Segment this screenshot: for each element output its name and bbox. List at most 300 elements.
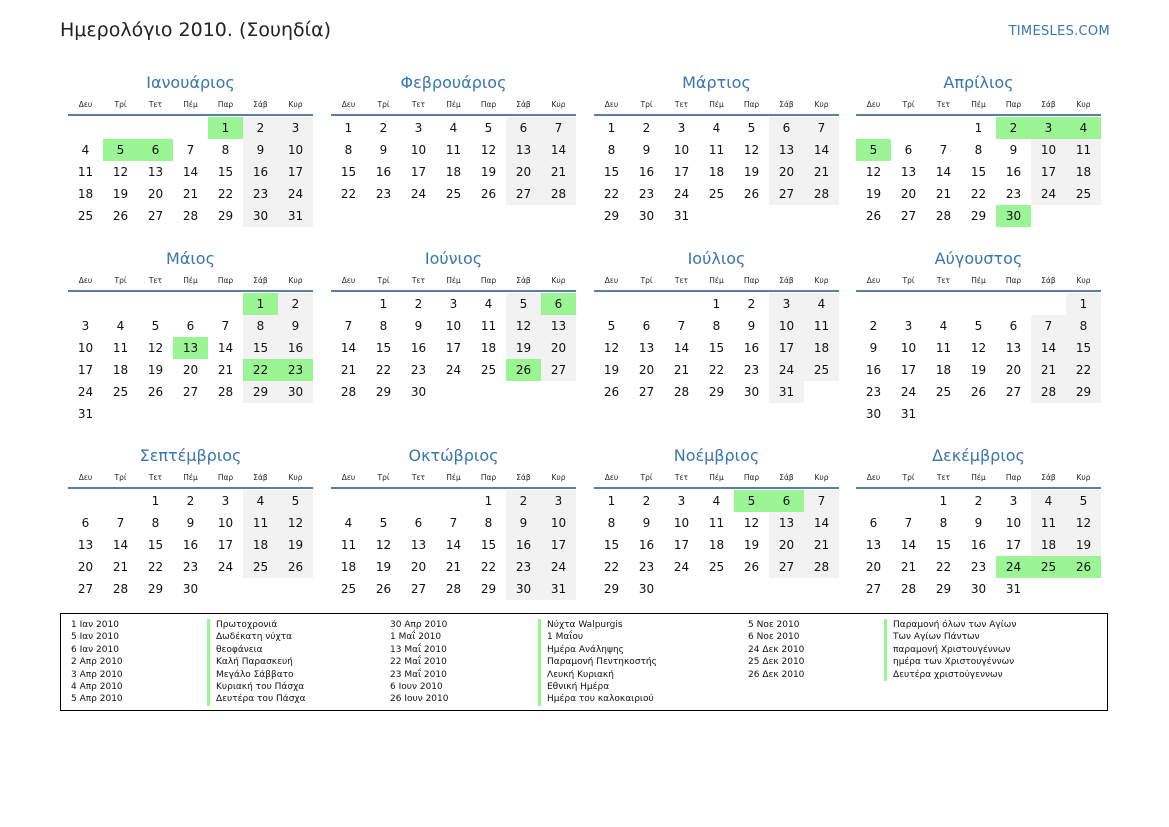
day-cell: 31 xyxy=(77,407,94,421)
day-cell: 12 xyxy=(603,341,620,355)
day-cell: 14 xyxy=(217,341,234,355)
day-cell: 9 xyxy=(278,315,313,337)
day-grid xyxy=(594,292,839,403)
day-cell: 20 xyxy=(77,560,94,574)
day-cell: 6 xyxy=(869,516,878,530)
holiday-date: 4 Απρ 2010 xyxy=(71,682,123,693)
weekday-label: Πέμ xyxy=(971,473,986,482)
day-cell: 27 xyxy=(900,209,917,223)
day-cell: 8 xyxy=(151,516,160,530)
day-cell: 22 xyxy=(603,187,620,201)
day-cell: 3 xyxy=(769,293,804,315)
day-cell: 31 xyxy=(278,205,313,227)
day-cell: 8 xyxy=(1066,315,1101,337)
holiday-date: 6 Ιουν 2010 xyxy=(390,682,443,693)
day-cell: 26 xyxy=(743,187,760,201)
day-cell: 29 xyxy=(243,381,278,403)
empty-cell xyxy=(664,293,699,315)
weekday-label: Τρί xyxy=(902,276,915,285)
day-cell: 26 xyxy=(480,187,497,201)
month-name: Νοέμβριος xyxy=(673,446,760,465)
day-cell: 28 xyxy=(804,183,839,205)
day-cell: 26 xyxy=(865,209,882,223)
day-cell: 17 xyxy=(410,165,427,179)
day-cell: 1 xyxy=(607,121,616,135)
holiday-date: 1 Ιαν 2010 xyxy=(71,620,119,630)
weekday-header xyxy=(594,274,839,292)
day-cell: 18 xyxy=(445,165,462,179)
day-cell: 24 xyxy=(673,187,690,201)
day-grid xyxy=(594,489,839,600)
day-cell: 5 xyxy=(747,121,756,135)
day-cell: 3 xyxy=(677,121,686,135)
day-cell: 10 xyxy=(541,512,576,534)
day-cell: 27 xyxy=(1005,385,1022,399)
empty-cell xyxy=(856,490,891,512)
day-cell: 24 xyxy=(900,385,917,399)
empty-cell xyxy=(138,293,173,315)
month-11 xyxy=(594,445,839,600)
empty-cell xyxy=(173,293,208,315)
day-cell: 18 xyxy=(480,341,497,355)
weekday-label: Τετ xyxy=(936,473,951,482)
weekday-label: Τρί xyxy=(114,276,127,285)
empty-cell xyxy=(331,293,366,315)
day-cell: 15 xyxy=(935,538,952,552)
day-cell: 10 xyxy=(1005,516,1022,530)
day-cell: 15 xyxy=(480,538,497,552)
month-8 xyxy=(856,248,1101,425)
day-cell: 2 xyxy=(974,494,983,508)
day-cell: 21 xyxy=(1031,359,1066,381)
day-cell: 15 xyxy=(147,538,164,552)
weekday-label: Τετ xyxy=(936,100,951,109)
weekday-label: Τρί xyxy=(377,276,390,285)
day-cell: 5 xyxy=(484,121,493,135)
day-cell: 1 xyxy=(974,121,983,135)
empty-cell xyxy=(366,490,401,512)
holiday-date: 30 Απρ 2010 xyxy=(390,620,448,630)
month-7 xyxy=(594,248,839,403)
day-cell: 23 xyxy=(638,187,655,201)
day-cell: 28 xyxy=(673,385,690,399)
day-cell: 26 xyxy=(375,582,392,596)
day-cell: 20 xyxy=(147,187,164,201)
day-cell: 21 xyxy=(935,187,952,201)
day-cell: 25 xyxy=(243,556,278,578)
day-cell: 22 xyxy=(970,187,987,201)
day-cell: 8 xyxy=(344,143,353,157)
month-name: Μάιος xyxy=(166,249,215,268)
day-cell: 16 xyxy=(638,165,655,179)
day-cell: 24 xyxy=(217,560,234,574)
holiday-dates-column-2 xyxy=(390,619,448,706)
day-cell: 26 xyxy=(743,560,760,574)
day-cell: 16 xyxy=(243,161,278,183)
day-cell: 9 xyxy=(414,319,423,333)
weekday-header xyxy=(68,471,313,489)
day-cell: 12 xyxy=(743,143,760,157)
day-grid xyxy=(68,116,313,227)
day-cell: 15 xyxy=(375,341,392,355)
holiday-day-cell: 6 xyxy=(138,139,173,161)
weekday-label: Σάβ xyxy=(779,100,794,109)
day-cell: 13 xyxy=(769,139,804,161)
weekday-label: Κυρ xyxy=(551,100,566,109)
day-cell: 13 xyxy=(410,538,427,552)
day-cell: 18 xyxy=(1031,534,1066,556)
day-cell: 4 xyxy=(449,121,458,135)
weekday-label: Σάβ xyxy=(1041,276,1056,285)
weekday-label: Σάβ xyxy=(253,276,268,285)
day-cell: 12 xyxy=(865,165,882,179)
holiday-date: 6 Ιαν 2010 xyxy=(71,644,119,655)
day-cell: 6 xyxy=(414,516,423,530)
month-name: Ιανουάριος xyxy=(146,73,235,92)
holiday-day-cell: 25 xyxy=(1031,556,1066,578)
holiday-name: Νύχτα Walpurgis xyxy=(547,620,623,630)
page-title: Ημερολόγιο 2010. (Σουηδία) xyxy=(60,19,332,41)
day-cell: 28 xyxy=(1031,381,1066,403)
day-cell: 28 xyxy=(182,209,199,223)
day-cell: 18 xyxy=(935,363,952,377)
day-cell: 15 xyxy=(970,165,987,179)
empty-cell xyxy=(996,293,1031,315)
weekday-label: Δευ xyxy=(341,473,356,482)
holiday-date: 23 Μαΐ 2010 xyxy=(390,669,447,680)
day-cell: 18 xyxy=(77,187,94,201)
day-cell: 4 xyxy=(484,297,493,311)
holiday-day-cell: 5 xyxy=(856,139,891,161)
day-cell: 16 xyxy=(278,337,313,359)
day-cell: 1 xyxy=(484,494,493,508)
empty-cell xyxy=(891,293,926,315)
holiday-day-cell: 6 xyxy=(769,490,804,512)
day-cell: 14 xyxy=(541,139,576,161)
day-cell: 27 xyxy=(182,385,199,399)
day-cell: 13 xyxy=(1005,341,1022,355)
weekday-label: Πέμ xyxy=(971,276,986,285)
weekday-header xyxy=(594,98,839,116)
month-1 xyxy=(68,72,313,227)
weekday-label: Σάβ xyxy=(516,100,531,109)
day-cell: 3 xyxy=(449,297,458,311)
day-cell: 17 xyxy=(1005,538,1022,552)
day-cell: 3 xyxy=(81,319,90,333)
month-12 xyxy=(856,445,1101,600)
day-cell: 1 xyxy=(151,494,160,508)
weekday-label: Κυρ xyxy=(814,473,829,482)
day-cell: 7 xyxy=(677,319,686,333)
day-cell: 12 xyxy=(112,165,129,179)
day-cell: 29 xyxy=(375,385,392,399)
empty-cell xyxy=(173,117,208,139)
weekday-label: Τρί xyxy=(114,473,127,482)
day-cell: 23 xyxy=(970,560,987,574)
month-6 xyxy=(331,248,576,403)
day-cell: 1 xyxy=(1066,293,1101,315)
day-cell: 9 xyxy=(869,341,878,355)
holiday-day-cell: 3 xyxy=(1031,117,1066,139)
weekday-label: Δευ xyxy=(604,473,619,482)
month-3 xyxy=(594,72,839,227)
day-cell: 12 xyxy=(375,538,392,552)
holiday-name: Δωδέκατη νύχτα xyxy=(216,632,293,643)
holiday-name: Δευτέρα χριστούγεννων xyxy=(893,669,1003,680)
holiday-date: 26 Δεκ 2010 xyxy=(748,669,805,680)
day-cell: 14 xyxy=(340,341,357,355)
empty-cell xyxy=(68,117,103,139)
day-cell: 8 xyxy=(243,315,278,337)
day-cell: 7 xyxy=(449,516,458,530)
day-cell: 18 xyxy=(708,538,725,552)
day-cell: 3 xyxy=(414,121,423,135)
day-cell: 2 xyxy=(186,494,195,508)
empty-cell xyxy=(629,293,664,315)
day-cell: 19 xyxy=(278,534,313,556)
day-cell: 21 xyxy=(182,187,199,201)
weekday-label: Παρ xyxy=(1005,473,1022,482)
day-cell: 21 xyxy=(445,560,462,574)
day-cell: 31 xyxy=(673,209,690,223)
day-cell: 24 xyxy=(1031,183,1066,205)
weekday-label: Τετ xyxy=(411,473,426,482)
holiday-name: παραμονή Χριστουγέννων xyxy=(893,644,1011,655)
day-cell: 8 xyxy=(712,319,721,333)
day-cell: 1 xyxy=(607,494,616,508)
day-cell: 7 xyxy=(904,516,913,530)
day-cell: 24 xyxy=(769,359,804,381)
day-cell: 21 xyxy=(340,363,357,377)
weekday-label: Κυρ xyxy=(288,276,303,285)
day-cell: 23 xyxy=(410,363,427,377)
day-cell: 2 xyxy=(747,297,756,311)
holiday-day-cell: 5 xyxy=(103,139,138,161)
day-cell: 10 xyxy=(900,341,917,355)
weekday-header xyxy=(856,274,1101,292)
day-cell: 12 xyxy=(743,516,760,530)
holiday-day-cell: 6 xyxy=(541,293,576,315)
day-cell: 8 xyxy=(379,319,388,333)
weekday-label: Δευ xyxy=(341,276,356,285)
day-cell: 7 xyxy=(186,143,195,157)
day-cell: 19 xyxy=(506,337,541,359)
day-cell: 27 xyxy=(541,359,576,381)
day-grid xyxy=(856,116,1101,227)
weekday-label: Παρ xyxy=(743,100,760,109)
day-cell: 4 xyxy=(81,143,90,157)
day-grid xyxy=(331,489,576,600)
empty-cell xyxy=(1031,293,1066,315)
day-cell: 7 xyxy=(804,117,839,139)
weekday-label: Πέμ xyxy=(183,100,198,109)
empty-cell xyxy=(891,490,926,512)
holiday-name: Παραμονή Πεντηκοστής xyxy=(547,657,657,668)
holiday-day-cell: 22 xyxy=(243,359,278,381)
weekday-label: Τετ xyxy=(936,276,951,285)
weekday-label: Τετ xyxy=(411,276,426,285)
day-cell: 14 xyxy=(445,538,462,552)
day-cell: 27 xyxy=(506,183,541,205)
weekday-label: Τρί xyxy=(640,473,653,482)
day-cell: 13 xyxy=(506,139,541,161)
empty-cell xyxy=(103,293,138,315)
day-cell: 10 xyxy=(445,319,462,333)
day-cell: 10 xyxy=(410,143,427,157)
weekday-label: Τετ xyxy=(674,276,689,285)
weekday-label: Τρί xyxy=(377,473,390,482)
day-cell: 17 xyxy=(77,363,94,377)
empty-cell xyxy=(138,117,173,139)
month-name: Δεκέμβριος xyxy=(932,446,1025,465)
holiday-name: Κυριακή του Πάσχα xyxy=(216,682,305,693)
day-cell: 12 xyxy=(147,341,164,355)
day-cell: 3 xyxy=(1009,494,1018,508)
day-cell: 17 xyxy=(673,538,690,552)
weekday-label: Τρί xyxy=(640,100,653,109)
weekday-label: Σάβ xyxy=(779,473,794,482)
empty-cell xyxy=(68,490,103,512)
day-cell: 11 xyxy=(112,341,129,355)
weekday-label: Τετ xyxy=(674,473,689,482)
weekday-label: Πέμ xyxy=(446,473,461,482)
month-name: Αύγουστος xyxy=(934,249,1023,268)
day-cell: 25 xyxy=(708,187,725,201)
holiday-name: 1 Μαΐου xyxy=(547,632,584,643)
weekday-label: Δευ xyxy=(866,473,881,482)
empty-cell xyxy=(208,293,243,315)
day-cell: 11 xyxy=(935,341,952,355)
day-cell: 15 xyxy=(340,165,357,179)
day-cell: 30 xyxy=(970,582,987,596)
day-cell: 16 xyxy=(865,363,882,377)
day-cell: 19 xyxy=(480,165,497,179)
day-cell: 31 xyxy=(900,407,917,421)
day-cell: 14 xyxy=(182,165,199,179)
weekday-label: Δευ xyxy=(78,100,93,109)
holiday-day-cell: 2 xyxy=(996,117,1031,139)
holiday-name: Ημέρα Ανάληψης xyxy=(547,644,624,655)
day-cell: 30 xyxy=(638,582,655,596)
day-cell: 2 xyxy=(506,490,541,512)
day-cell: 12 xyxy=(278,512,313,534)
day-cell: 22 xyxy=(147,560,164,574)
day-cell: 19 xyxy=(603,363,620,377)
day-cell: 15 xyxy=(1066,337,1101,359)
weekday-label: Δευ xyxy=(866,276,881,285)
weekday-header xyxy=(856,471,1101,489)
empty-cell xyxy=(926,117,961,139)
day-cell: 22 xyxy=(480,560,497,574)
weekday-label: Τετ xyxy=(148,473,163,482)
day-cell: 22 xyxy=(935,560,952,574)
day-cell: 21 xyxy=(541,161,576,183)
day-cell: 29 xyxy=(147,582,164,596)
day-cell: 7 xyxy=(116,516,125,530)
day-cell: 23 xyxy=(865,385,882,399)
day-cell: 18 xyxy=(1066,161,1101,183)
day-cell: 9 xyxy=(243,139,278,161)
day-cell: 14 xyxy=(804,139,839,161)
day-cell: 17 xyxy=(769,337,804,359)
day-cell: 20 xyxy=(865,560,882,574)
day-cell: 3 xyxy=(904,319,913,333)
day-cell: 29 xyxy=(1066,381,1101,403)
day-cell: 5 xyxy=(506,293,541,315)
holiday-day-cell: 30 xyxy=(996,205,1031,227)
day-cell: 20 xyxy=(182,363,199,377)
day-cell: 26 xyxy=(147,385,164,399)
day-cell: 4 xyxy=(939,319,948,333)
day-cell: 3 xyxy=(278,117,313,139)
empty-cell xyxy=(68,293,103,315)
day-cell: 9 xyxy=(506,512,541,534)
weekday-label: Δευ xyxy=(341,100,356,109)
day-cell: 4 xyxy=(116,319,125,333)
day-cell: 8 xyxy=(484,516,493,530)
weekday-label: Δευ xyxy=(604,276,619,285)
month-9 xyxy=(68,445,313,600)
day-cell: 9 xyxy=(186,516,195,530)
day-cell: 10 xyxy=(673,143,690,157)
weekday-label: Τετ xyxy=(674,100,689,109)
day-cell: 3 xyxy=(541,490,576,512)
weekday-header xyxy=(68,274,313,292)
day-cell: 15 xyxy=(603,165,620,179)
month-name: Ιούνιος xyxy=(424,249,483,268)
day-cell: 24 xyxy=(445,363,462,377)
holiday-date: 5 Απρ 2010 xyxy=(71,694,123,705)
day-cell: 30 xyxy=(182,582,199,596)
day-cell: 30 xyxy=(243,205,278,227)
day-cell: 31 xyxy=(769,381,804,403)
day-cell: 11 xyxy=(480,319,497,333)
day-cell: 10 xyxy=(1031,139,1066,161)
day-cell: 9 xyxy=(747,319,756,333)
site-link[interactable]: TIMESLES.COM xyxy=(1008,24,1110,39)
holiday-name: Πρωτοχρονιά xyxy=(216,620,278,630)
empty-cell xyxy=(594,293,629,315)
day-cell: 30 xyxy=(506,578,541,600)
day-grid xyxy=(68,489,313,600)
weekday-label: Τρί xyxy=(114,100,127,109)
day-cell: 22 xyxy=(708,363,725,377)
day-cell: 17 xyxy=(673,165,690,179)
day-cell: 22 xyxy=(1066,359,1101,381)
day-cell: 21 xyxy=(900,560,917,574)
empty-cell xyxy=(401,490,436,512)
day-cell: 24 xyxy=(410,187,427,201)
day-cell: 2 xyxy=(869,319,878,333)
weekday-label: Σάβ xyxy=(779,276,794,285)
weekday-label: Σάβ xyxy=(516,276,531,285)
day-cell: 23 xyxy=(638,560,655,574)
holiday-day-cell: 26 xyxy=(506,359,541,381)
weekday-label: Τρί xyxy=(640,276,653,285)
holiday-names-column-1 xyxy=(207,619,306,706)
weekday-label: Σάβ xyxy=(516,473,531,482)
day-cell: 3 xyxy=(677,494,686,508)
day-cell: 15 xyxy=(603,538,620,552)
month-name: Φεβρουάριος xyxy=(400,73,507,92)
day-cell: 23 xyxy=(243,183,278,205)
day-cell: 24 xyxy=(278,183,313,205)
day-cell: 26 xyxy=(112,209,129,223)
weekday-label: Κυρ xyxy=(288,473,303,482)
day-cell: 17 xyxy=(900,363,917,377)
empty-cell xyxy=(891,117,926,139)
weekday-label: Παρ xyxy=(217,473,234,482)
